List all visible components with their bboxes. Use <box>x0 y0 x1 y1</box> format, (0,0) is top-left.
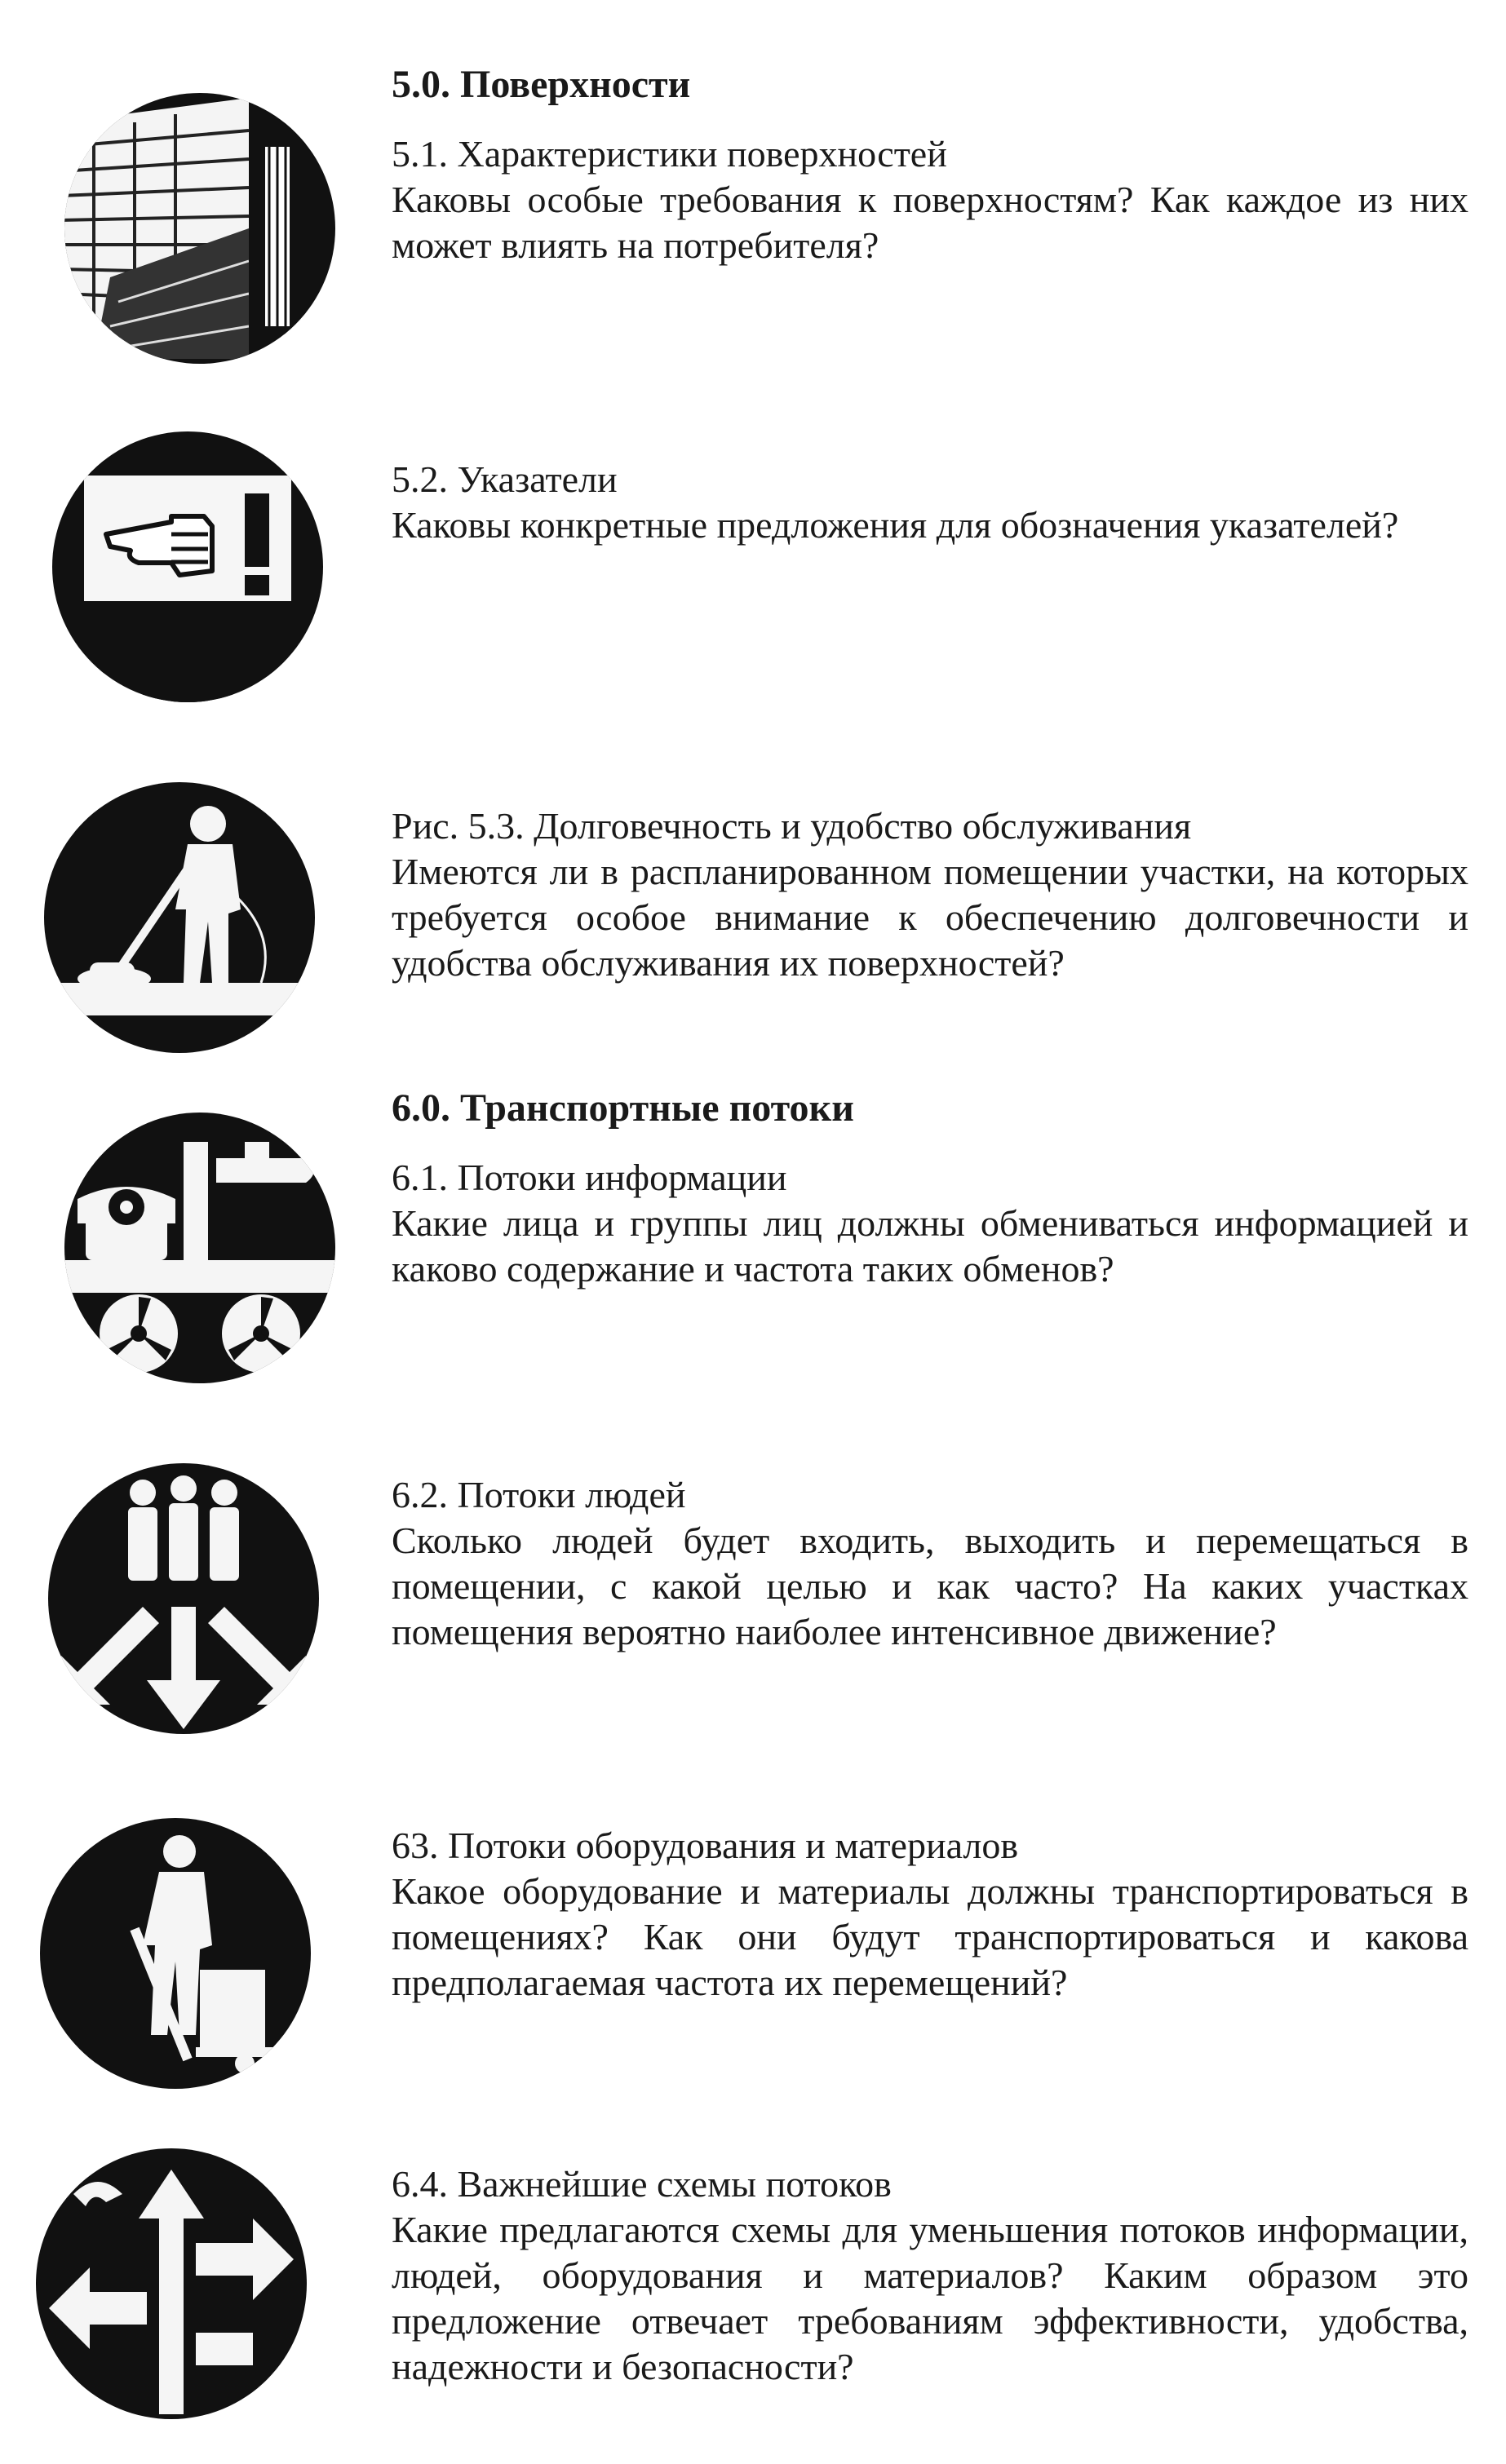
item-5-2-block <box>392 457 1468 548</box>
item-title-6-4: 6.4. Важнейшие схемы потоков <box>392 2163 892 2205</box>
section-5-block <box>392 61 1468 268</box>
item-6-3-block <box>392 1823 1468 2006</box>
item-body-6-1: Какие лица и группы лиц должны обмениваться информацией и каково содержание и частота таких обменов? <box>392 1202 1468 1290</box>
flow-arrows-icon <box>33 2145 310 2422</box>
item-5-3-block <box>392 803 1468 986</box>
item-body-5-1: Каковы особые требования к поверхностям? Как каждое из них может влиять на потребителя? <box>392 179 1468 266</box>
item-title-5-3: Рис. 5.3. Долговечность и удобство обслуживания <box>392 805 1192 847</box>
item-title-6-2: 6.2. Потоки людей <box>392 1474 686 1515</box>
section-heading-6: 6.0. Транспортные потоки <box>392 1086 854 1130</box>
section-heading-5: 5.0. Поверхности <box>392 63 691 106</box>
worker-hand-truck-icon <box>37 1815 314 2092</box>
item-title-6-1: 6.1. Потоки информации <box>392 1157 787 1198</box>
floor-polisher-worker-icon <box>41 779 318 1056</box>
item-body-5-3: Имеются ли в распланированном помещении участки, на которых требуется особое внимание к обеспечению долговечности и удобства обслуживания их поверхностей? <box>392 851 1468 984</box>
item-title-5-1: 5.1. Характеристики поверхностей <box>392 133 947 175</box>
telephone-tape-reels-icon <box>61 1109 339 1387</box>
item-title-6-3: 63. Потоки оборудования и материалов <box>392 1825 1019 1866</box>
brick-wall-corridor-icon <box>61 90 339 367</box>
item-body-6-3: Какое оборудование и материалы должны транспортироваться в помещениях? Как они будут транспортироваться и какова предполагаемая частота их перемещений? <box>392 1870 1468 2003</box>
item-body-6-4: Какие предлагаются схемы для уменьшения потоков информации, людей, оборудования и материалов? Каким образом это предложение отвечает требованиям эффективности, удобства, надежности и безопасности? <box>392 2209 1468 2387</box>
item-body-6-2: Сколько людей будет входить, выходить и перемещаться в помещении, с какой целью и как часто? На каких участках помещения вероятно наиболее интенсивное движение? <box>392 1520 1468 1652</box>
item-title-5-2: 5.2. Указатели <box>392 458 618 500</box>
item-6-2-block <box>392 1472 1468 1655</box>
people-arrows-icon <box>45 1460 322 1737</box>
section-6-block <box>392 1085 1468 1292</box>
item-body-5-2: Каковы конкретные предложения для обозначения указателей? <box>392 504 1399 546</box>
item-6-4-block <box>392 2161 1468 2390</box>
pointing-hand-sign-icon <box>49 428 326 706</box>
